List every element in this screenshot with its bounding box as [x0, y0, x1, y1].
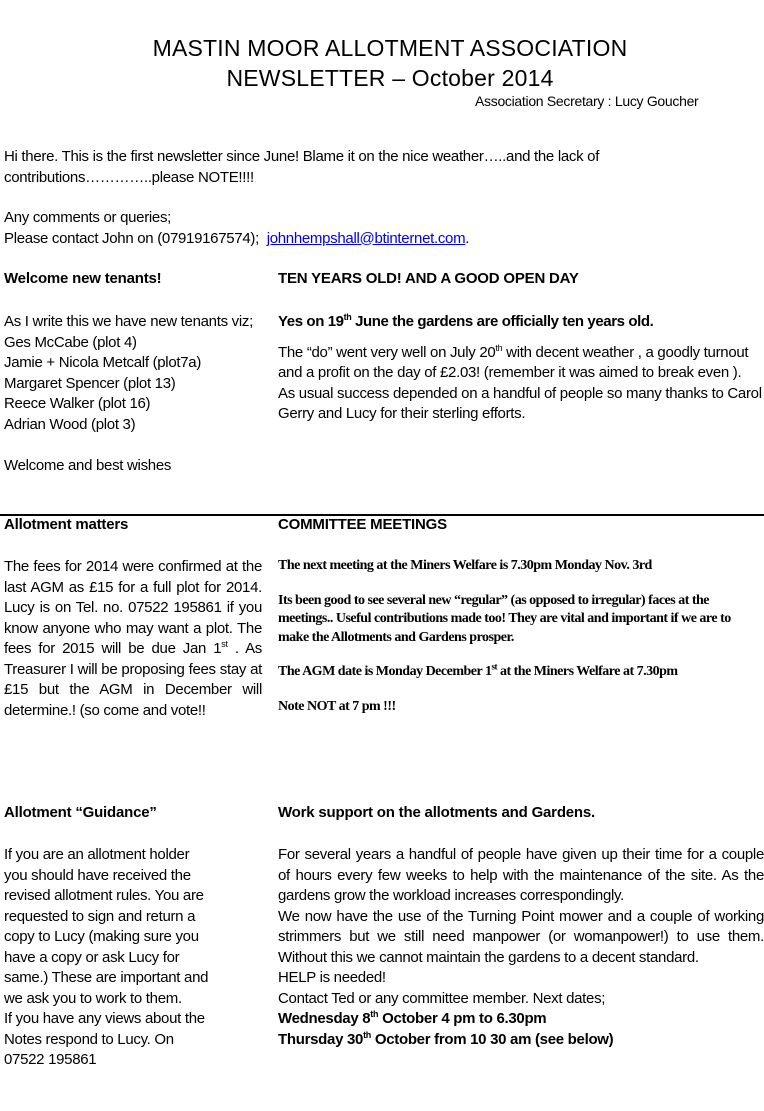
guidance-text: If you are an allotment holder you should have received the revised allotment rules. You are requested to sign and return a copy to Lucy (making sure you have a copy or ask Lucy for same.) These are important and we ask you to work to them. If you have any views about the Notes respond to Lucy. On 07522 195861	[4, 846, 209, 1068]
contact-dates: Contact Ted or any committee member. Next dates;	[278, 989, 606, 1007]
contact-block	[4, 208, 764, 249]
date-2: Thursday 30th October from 10 30 am (see below)	[278, 1029, 614, 1048]
tenant-item: Reece Walker (plot 16)	[4, 395, 151, 412]
welcome-lead: As I write this we have new tenants viz;	[4, 313, 253, 330]
tenant-item: Ges McCabe (plot 4)	[4, 333, 137, 351]
time-note: Note NOT at 7 pm !!!	[278, 698, 396, 714]
newsletter-title: MASTIN MOOR ALLOTMENT ASSOCIATION	[152, 35, 628, 61]
ten-years-heading: TEN YEARS OLD! AND A GOOD OPEN DAY	[278, 270, 579, 287]
ten-years-announcement: Yes on 19th June the gardens are officially ten years old.	[278, 312, 654, 330]
committee-section	[278, 557, 764, 716]
tenant-item: Margaret Spencer (plot 13)	[4, 374, 176, 392]
welcome-section	[4, 312, 262, 477]
contact-line-1: Any comments or queries;	[4, 209, 172, 226]
agm-date: The AGM date is Monday December 1st at the Miners Welfare at 7.30pm	[278, 661, 678, 679]
tenant-item: Jamie + Nicola Metcalf (plot7a)	[4, 354, 202, 371]
intro-paragraph: Hi there. This is the first newsletter since June! Blame it on the nice weather…..and the lack of contributions…………..please NOTE!!!!	[4, 148, 600, 186]
thanks-paragraph: As usual success depended on a handful of people so many thanks to Carol Gerry and Lucy for their sterling efforts.	[278, 384, 762, 422]
email-trailing: .	[465, 229, 470, 247]
help-needed: HELP is needed!	[278, 969, 386, 986]
contact-line-2: Please contact John on (07919167574);	[4, 229, 259, 247]
work-support-paragraph-2: We now have the use of the Turning Point mower and a couple of working strimmers but we still need manpower (or womanpower!) to use them. Without this we cannot maintain the gardens to a decent standard.	[278, 907, 764, 966]
committee-heading: COMMITTEE MEETINGS	[278, 516, 447, 533]
ten-years-section	[278, 312, 763, 425]
work-support-paragraph-1: For several years a handful of people have given up their time for a couple of hours every few weeks to help with the maintenance of the site. As the gardens grow the workload increases correspondingly.	[278, 846, 764, 904]
allotment-matters-text: The fees for 2014 were confirmed at the last AGM as £15 for a full plot for 2014. Lucy is on Tel. no. 07522 195861 if you know anyone who may want a plot. The fees for 2015 will be due Jan 1st . As Treasurer I will be proposing fees stay at £15 but the AGM in December will determine.! (so come and vote!!	[4, 558, 262, 719]
email-link[interactable]: johnhempshall@btinternet.com	[266, 229, 466, 247]
tenant-item: Adrian Wood (plot 3)	[4, 415, 136, 433]
newsletter-subtitle: NEWSLETTER – October 2014	[226, 65, 554, 91]
date-1: Wednesday 8th October 4 pm to 6.30pm	[278, 1009, 547, 1027]
welcome-closing: Welcome and best wishes	[4, 457, 172, 474]
association-secretary: Association Secretary : Lucy Goucher	[475, 93, 699, 109]
guidance-heading: Allotment “Guidance”	[4, 804, 157, 821]
work-support-heading: Work support on the allotments and Gardens.	[278, 804, 595, 821]
welcome-heading: Welcome new tenants!	[4, 270, 162, 287]
work-support-section	[278, 845, 764, 1050]
next-meeting: The next meeting at the Miners Welfare is 7.30pm Monday Nov. 3rd	[278, 558, 652, 573]
allotment-matters-heading: Allotment matters	[4, 516, 129, 533]
open-day-paragraph: The “do” went very well on July 20th with decent weather , a goodly turnout and a profit on the day of £2.03! (remember it was aimed to break even ).	[278, 342, 749, 381]
committee-paragraph: Its been good to see several new “regular” (as opposed to irregular) faces at the meetings.. Useful contributions made too! They are vital and important if we are to make the Allotments and Gardens prosper.	[278, 592, 731, 645]
